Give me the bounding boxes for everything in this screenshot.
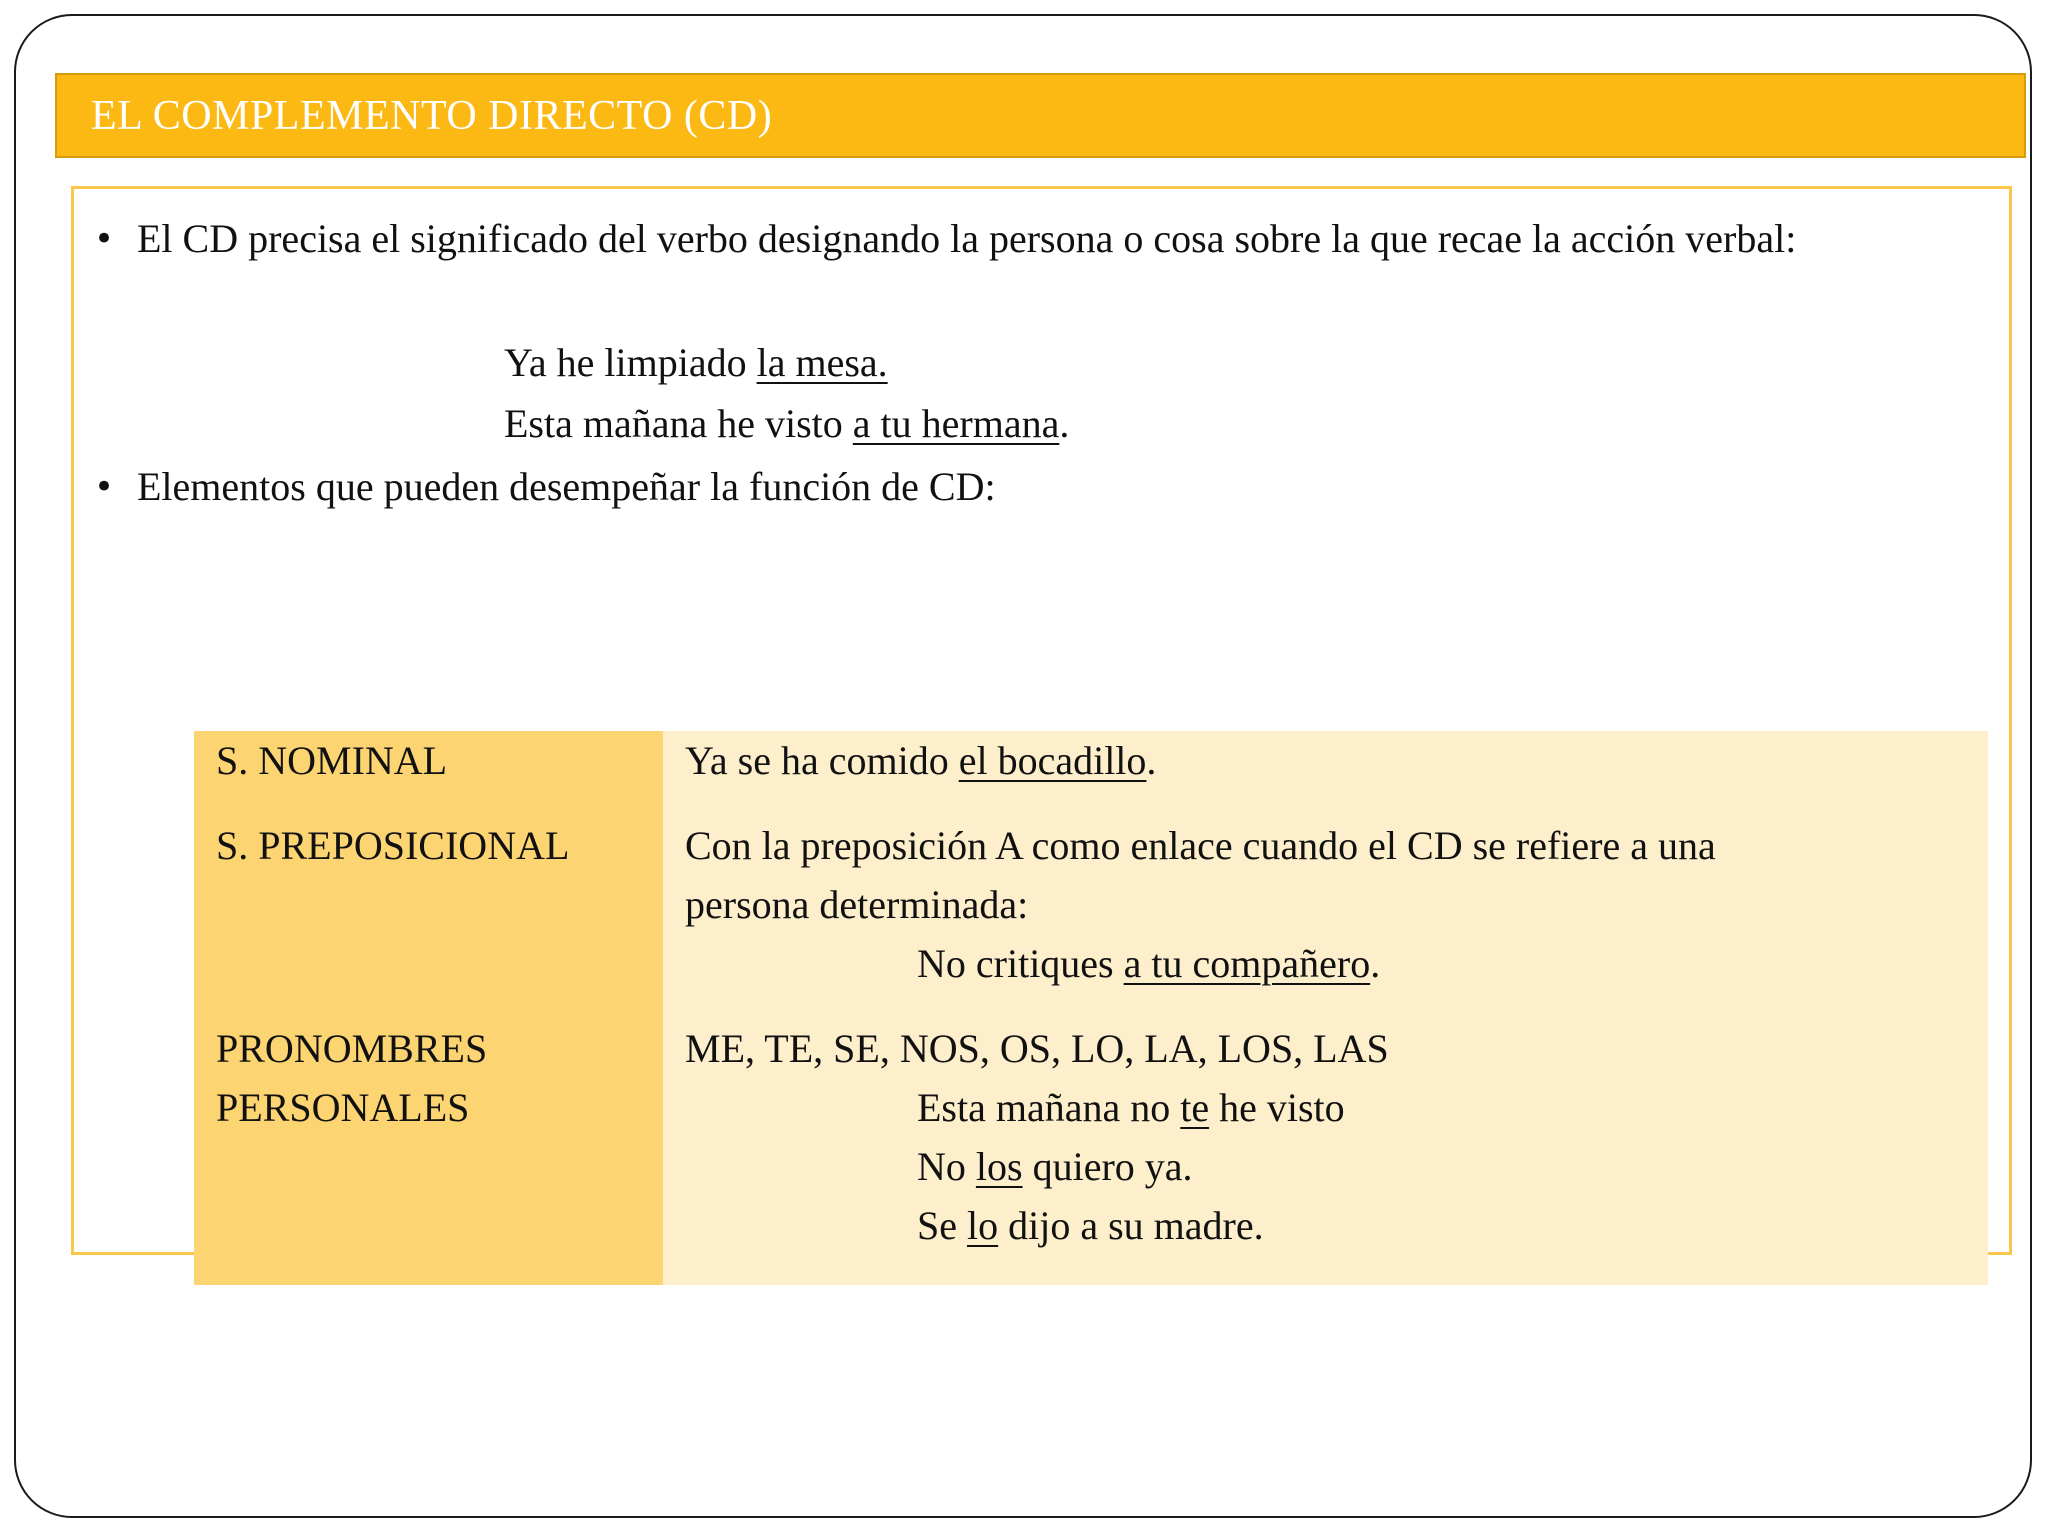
row-value-preposicional-line1: Con la preposición A como enlace cuando el CD se refiere a una <box>685 823 1716 868</box>
example-a-tu-hermana <box>504 394 1069 454</box>
bullet-elements <box>94 457 1994 517</box>
row-value-preposicional-example <box>685 934 1380 994</box>
example-text-end: . <box>1059 401 1070 446</box>
cd-underlined: a tu hermana <box>852 401 1060 446</box>
bullet-dot-icon: • <box>94 467 115 507</box>
cd-underlined: los <box>975 1144 1023 1189</box>
value-text: Esta mañana no <box>917 1085 1181 1130</box>
row-value-pronoun-example-3 <box>685 1196 1264 1256</box>
value-text-end: . <box>1370 941 1381 986</box>
example-text: Ya he limpiado <box>504 340 757 385</box>
value-text: No <box>917 1144 976 1189</box>
row-value-preposicional-line2: persona determinada: <box>685 882 1029 927</box>
value-text: Se <box>917 1203 967 1248</box>
title-bar <box>55 73 2026 158</box>
example-text: Esta mañana he visto <box>504 401 853 446</box>
row-value-nominal <box>685 731 1156 791</box>
value-text-end: he visto <box>1209 1085 1345 1130</box>
slide-frame <box>14 14 2032 1518</box>
row-value-pronouns: ME, TE, SE, NOS, OS, LO, LA, LOS, LAS <box>685 1026 1389 1071</box>
cd-underlined: te <box>1180 1085 1210 1130</box>
cd-underlined: la mesa. <box>756 340 888 385</box>
slide-title: EL COMPLEMENTO DIRECTO (CD) <box>91 92 773 139</box>
row-label-pronombres-line2: PERSONALES <box>216 1085 470 1130</box>
row-value-pronoun-example-2 <box>685 1137 1193 1197</box>
row-value-pronoun-example-1 <box>685 1078 1345 1138</box>
cd-underlined: a tu compañero <box>1123 941 1371 986</box>
value-text: Ya se ha comido <box>685 738 959 783</box>
cd-underlined: lo <box>967 1203 999 1248</box>
example-la-mesa <box>504 333 888 393</box>
content-box <box>71 186 2012 1255</box>
row-label-nominal: S. NOMINAL <box>216 738 448 783</box>
value-text: No critiques <box>917 941 1124 986</box>
row-label-preposicional: S. PREPOSICIONAL <box>216 823 570 868</box>
value-text-end: . <box>1146 738 1157 783</box>
bullet-text: Elementos que pueden desempeñar la función de CD: <box>137 464 996 509</box>
table-label-column <box>194 731 663 1285</box>
bullet-cd-definition <box>94 209 1994 269</box>
bullet-dot-icon: • <box>94 219 115 259</box>
cd-underlined: el bocadillo <box>958 738 1147 783</box>
value-text-end: dijo a su madre. <box>998 1203 1264 1248</box>
bullet-text: El CD precisa el significado del verbo designando la persona o cosa sobre la que recae la acción verbal: <box>137 216 1797 261</box>
cd-elements-table <box>194 731 1988 1285</box>
row-label-pronombres-line1: PRONOMBRES <box>216 1026 488 1071</box>
value-text-end: quiero ya. <box>1022 1144 1193 1189</box>
